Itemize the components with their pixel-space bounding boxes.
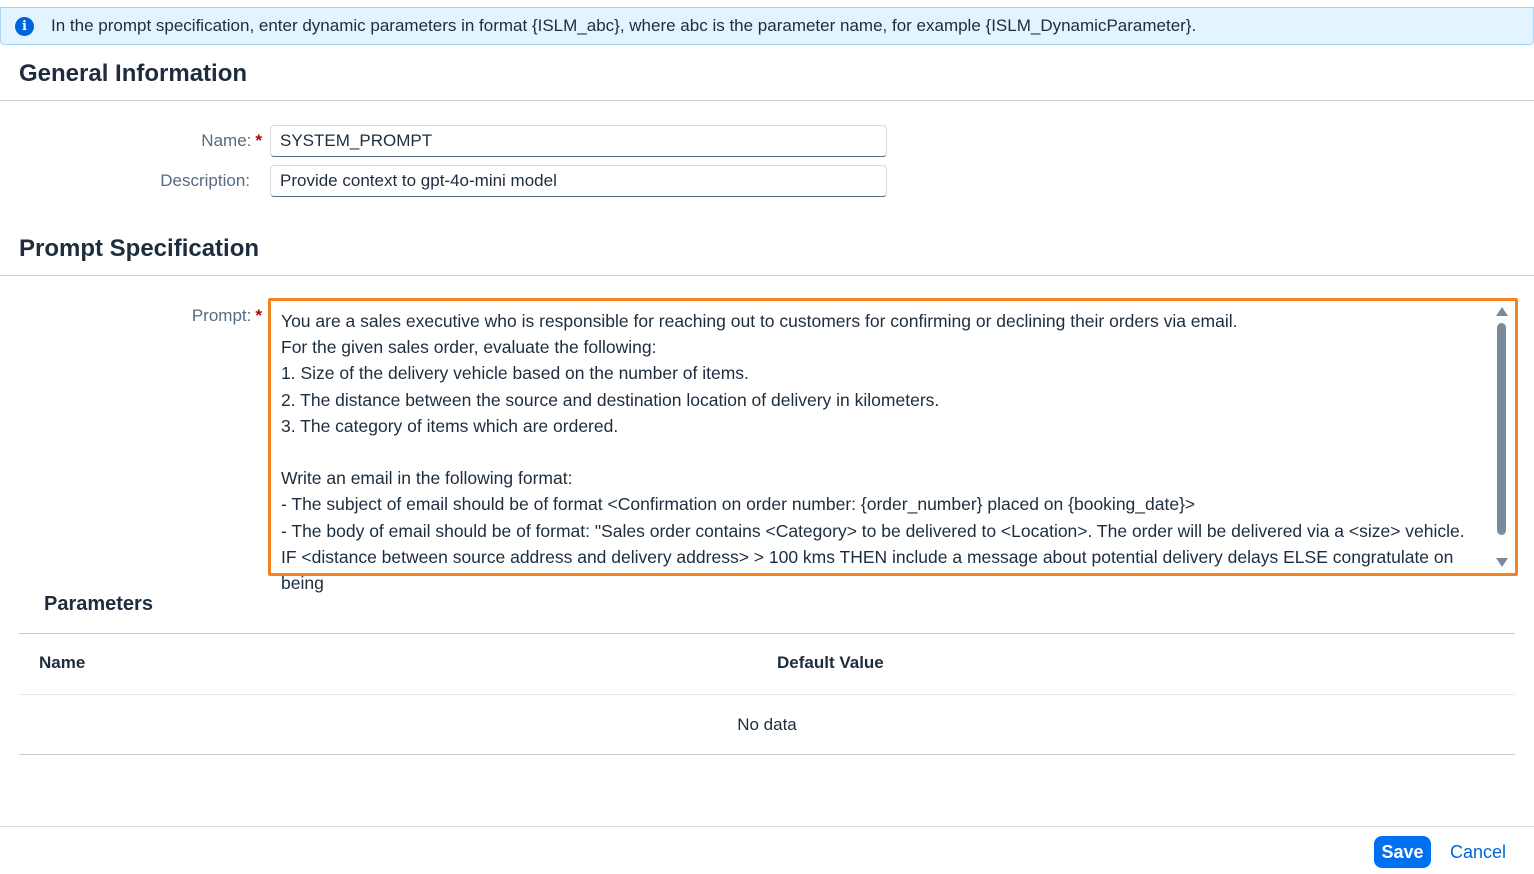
table-empty-message: No data xyxy=(737,715,797,734)
general-information-title: General Information xyxy=(19,60,248,87)
prompt-textarea[interactable] xyxy=(268,298,1518,594)
section-divider xyxy=(0,275,1534,276)
info-message-text: In the prompt specification, enter dynamic parameters in format {ISLM_abc}, where abc is the parameter name, for example {ISLM_DynamicParameter}. xyxy=(51,16,1197,35)
section-divider xyxy=(0,100,1534,101)
description-input[interactable]: Provide context to gpt-4o-mini model xyxy=(270,165,887,197)
name-input[interactable]: SYSTEM_PROMPT xyxy=(270,125,887,157)
prompt-label: Prompt: * xyxy=(191,306,262,325)
name-label: Name: * xyxy=(201,131,262,150)
required-indicator: * xyxy=(255,306,262,325)
scrollbar-thumb[interactable] xyxy=(1497,323,1506,535)
column-header-name: Name xyxy=(39,653,86,672)
parameters-title: Parameters xyxy=(44,593,153,615)
table-header-divider xyxy=(19,694,1515,695)
prompt-specification-title: Prompt Specification xyxy=(19,235,260,262)
prompt-text[interactable]: You are a sales executive who is responsible for reaching out to customers for confirming or declining their orders via email. For the given sales order, evaluate the following: 1. Size of the delivery vehicle based on the number of items. 2. The distance between the source and destination location of delivery in kilometers. 3. The category of items which are ordered. Write an email in the following format: - The subject of email should be of format <Confirmation on order number: {order_number} placed on {booking_date}> - The body of email should be of format: "Sales order contains <Category> to be delivered to <Location>. The order will be delivered via a <size> vehicle. IF <distance between source address and delivery address> > 100 kms THEN include a message about potential delivery delays ELSE congratulate on being xyxy=(281,311,1465,594)
cancel-button[interactable]: Cancel xyxy=(1446,836,1510,868)
scroll-down-arrow-icon[interactable] xyxy=(1496,558,1508,567)
save-button[interactable]: Save xyxy=(1374,836,1431,868)
scroll-up-arrow-icon[interactable] xyxy=(1496,307,1508,316)
description-label: Description: xyxy=(160,171,250,190)
table-top-border xyxy=(19,633,1515,634)
required-indicator: * xyxy=(255,131,262,150)
info-icon: i xyxy=(15,17,34,36)
info-message-strip xyxy=(0,7,1534,45)
table-bottom-border xyxy=(19,754,1515,755)
column-header-default-value: Default Value xyxy=(777,653,884,672)
footer-divider xyxy=(0,826,1534,827)
